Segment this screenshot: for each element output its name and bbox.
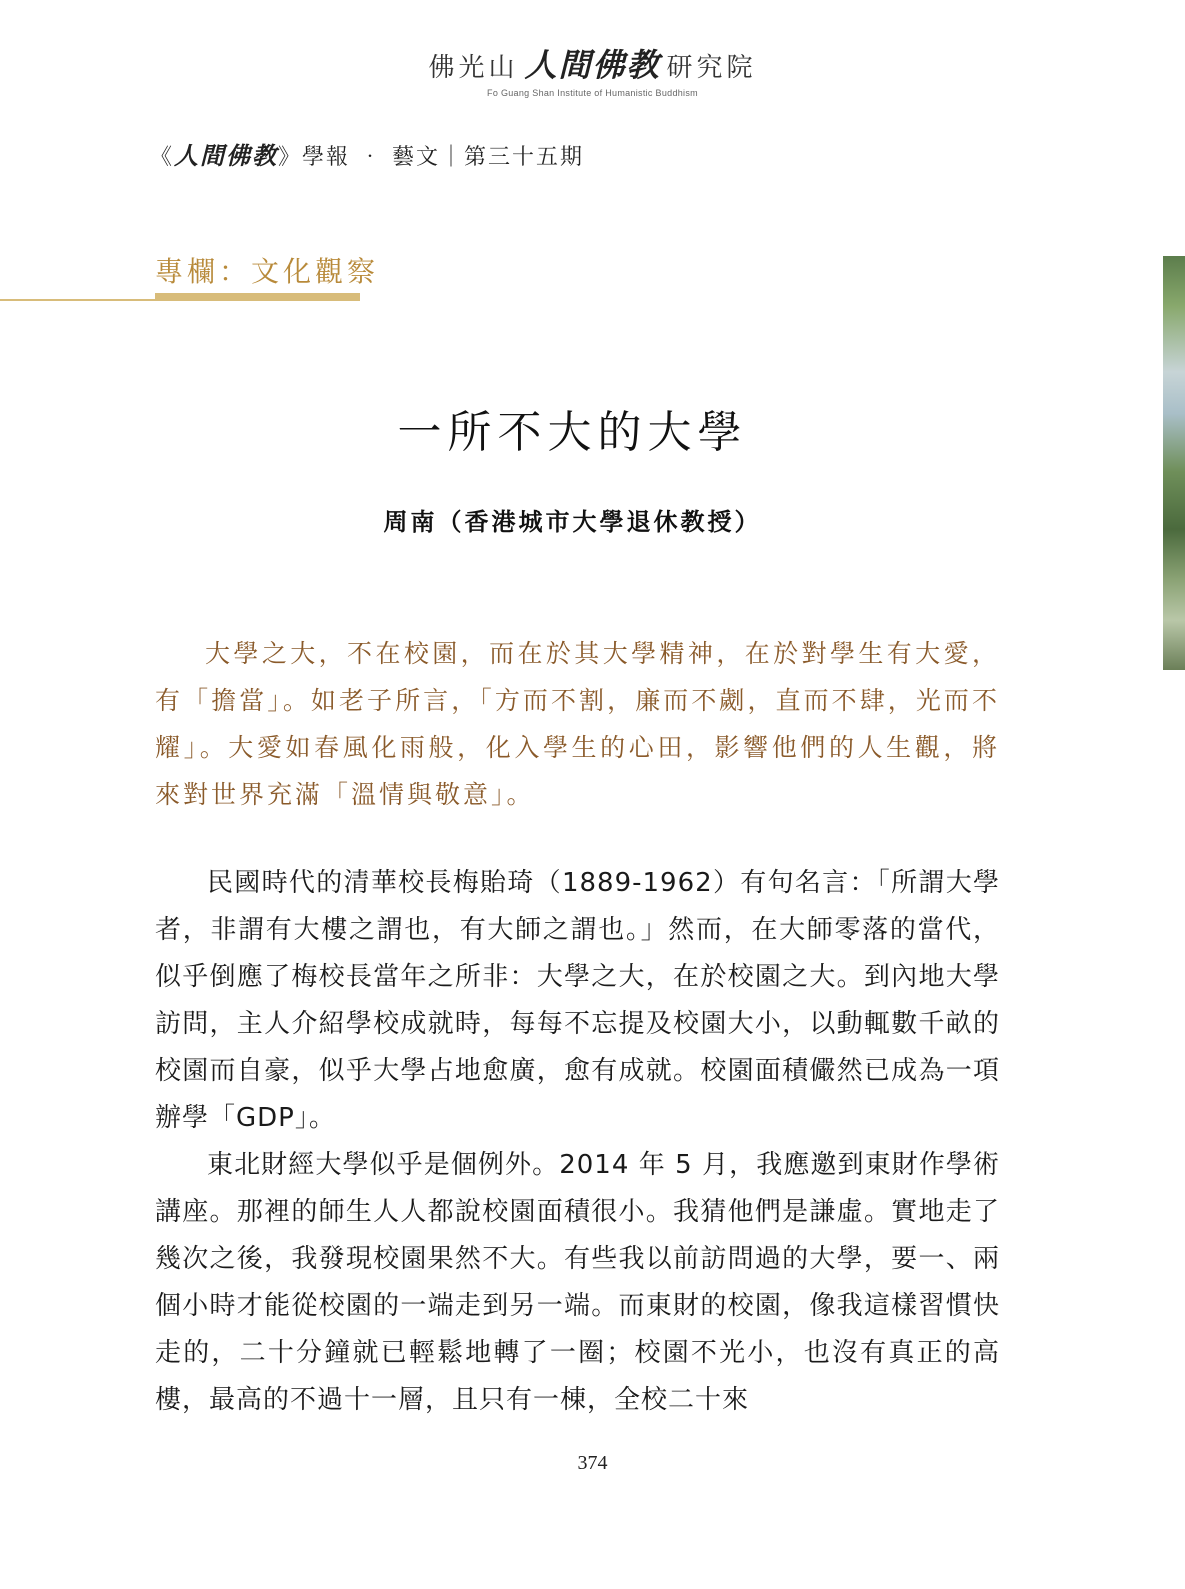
masthead <box>0 40 1185 98</box>
journal-issue: 》學報 ‧ 藝文｜第三十五期 <box>278 145 585 170</box>
article-title: 一所不大的大學 <box>397 407 748 458</box>
journal-name: 人間佛教 <box>174 141 279 170</box>
column-divider <box>0 299 360 301</box>
article-author: 周南（香港城市大學退休教授） <box>383 507 762 536</box>
article-body <box>155 860 1000 1424</box>
article-abstract: 大學之大，不在校園，而在於其大學精神，在於對學生有大愛，有「擔當」。如老子所言，「方而不割，廉而不劌，直而不肆，光而不耀」。大愛如春風化雨般，化入學生的心田，影響他們的人生觀，將來對世界充滿「溫情與敬意」。 <box>155 639 1000 809</box>
institute-prefix: 佛光山 <box>428 53 519 83</box>
side-photo-strip <box>1163 256 1185 670</box>
institute-logo <box>0 40 1185 86</box>
institute-suffix: 研究院 <box>666 53 757 83</box>
column-underline <box>155 293 360 299</box>
body-paragraph: 東北財經大學似乎是個例外。2014 年 5 月，我應邀到東財作學術講座。那裡的師生人人都說校園面積很小。我猜他們是謙虛。實地走了幾次之後，我發現校園果然不大。有些我以前訪問過的大學，要一、兩個小時才能從校園的一端走到另一端。而東財的校園，像我這樣習慣快走的，二十分鐘就已輕鬆地轉了一圈；校園不光小，也沒有真正的高樓，最高的不過十一層，且只有一棟，全校二十來 <box>155 1150 1000 1415</box>
institute-english-name: Fo Guang Shan Institute of Humanistic Buddhism <box>487 88 698 98</box>
column-label: 專欄：文化觀察 <box>155 255 380 288</box>
journal-header <box>150 136 584 171</box>
body-paragraph: 民國時代的清華校長梅貽琦（1889-1962）有句名言：「所謂大學者，非謂有大樓之謂也，有大師之謂也。」然而，在大師零落的當代，似乎倒應了梅校長當年之所非：大學之大，在於校園之大。到內地大學訪問，主人介紹學校成就時，每每不忘提及校園大小，以動輒數千畝的校園而自豪，似乎大學占地愈廣，愈有成就。校園面積儼然已成為一項辦學「GDP」。 <box>155 868 1000 1133</box>
institute-brand: 人間佛教 <box>524 46 661 84</box>
page-number: 374 <box>577 1452 608 1474</box>
journal-open-quote: 《 <box>150 145 175 170</box>
